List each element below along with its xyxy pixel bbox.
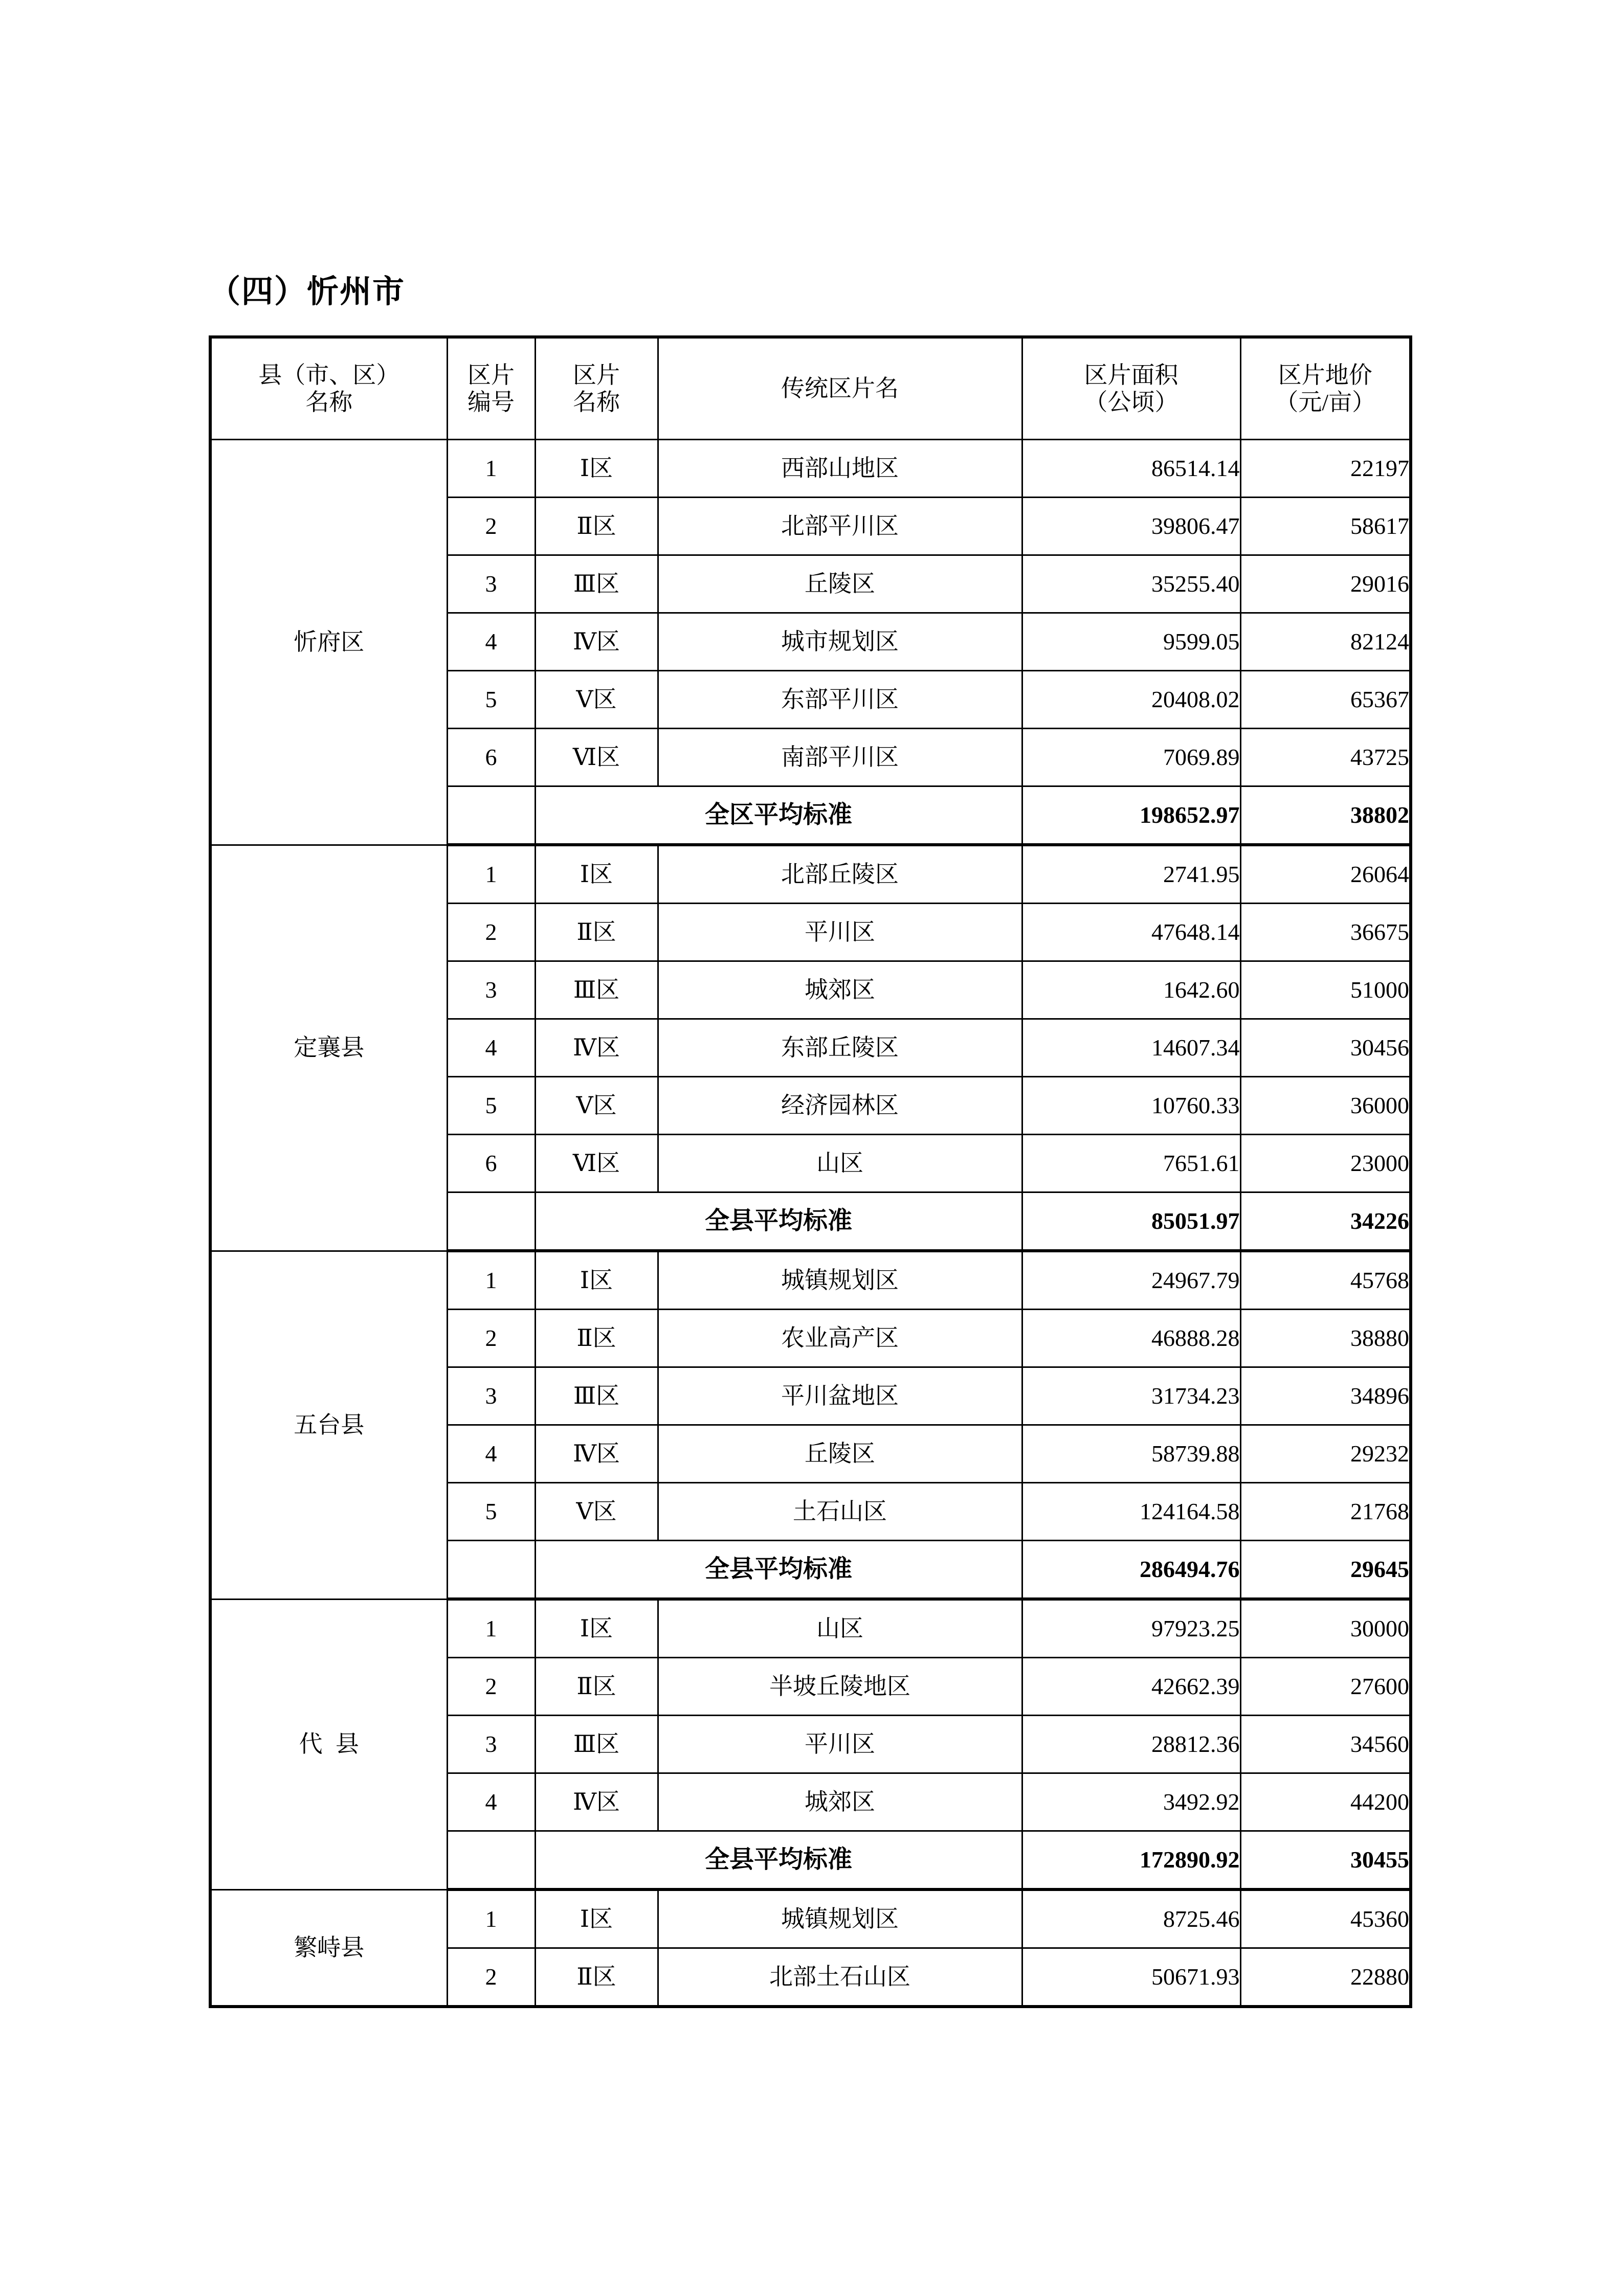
zone-price-cell: 51000	[1240, 961, 1411, 1019]
zone-price-cell: 29232	[1240, 1425, 1411, 1483]
zone-area-cell: 47648.14	[1022, 904, 1240, 961]
column-header-zone-price	[1240, 337, 1411, 440]
zone-name-cell: Ⅵ区	[535, 1135, 658, 1192]
zone-price-cell: 58617	[1240, 498, 1411, 555]
header-line: （公顷）	[1084, 389, 1178, 415]
zone-price-cell: 30000	[1240, 1599, 1411, 1658]
zone-number-cell: 4	[447, 613, 535, 671]
zone-area-cell: 97923.25	[1022, 1599, 1240, 1658]
average-price-cell: 34226	[1240, 1192, 1411, 1251]
traditional-zone-name-cell: 北部土石山区	[658, 1948, 1022, 2007]
header-line: 编号	[468, 389, 515, 415]
zone-area-cell: 58739.88	[1022, 1425, 1240, 1483]
zone-number-cell	[447, 786, 535, 845]
column-header-traditional-zone-name	[658, 337, 1022, 440]
zone-area-cell: 42662.39	[1022, 1658, 1240, 1716]
zone-name-cell: Ⅱ区	[535, 1948, 658, 2007]
zone-price-cell: 30456	[1240, 1019, 1411, 1077]
benchmark-land-price-table	[209, 335, 1412, 2008]
zone-name-cell: Ⅰ区	[535, 1251, 658, 1310]
zone-price-cell: 23000	[1240, 1135, 1411, 1192]
average-area-cell: 198652.97	[1022, 786, 1240, 845]
zone-number-cell: 3	[447, 1367, 535, 1425]
zone-number-cell: 5	[447, 671, 535, 729]
zone-area-cell: 7651.61	[1022, 1135, 1240, 1192]
traditional-zone-name-cell: 半坡丘陵地区	[658, 1658, 1022, 1716]
table-row	[210, 1599, 1411, 1658]
zone-number-cell: 3	[447, 1716, 535, 1773]
zone-number-cell: 4	[447, 1773, 535, 1831]
zone-name-cell: Ⅲ区	[535, 555, 658, 613]
zone-name-cell: Ⅲ区	[535, 961, 658, 1019]
zone-area-cell: 3492.92	[1022, 1773, 1240, 1831]
zone-name-cell: Ⅱ区	[535, 1310, 658, 1367]
zone-number-cell: 2	[447, 1658, 535, 1716]
table-row	[210, 845, 1411, 904]
traditional-zone-name-cell: 东部平川区	[658, 671, 1022, 729]
zone-area-cell: 7069.89	[1022, 729, 1240, 786]
average-price-cell: 30455	[1240, 1831, 1411, 1890]
column-header-zone-name	[535, 337, 658, 440]
average-label-cell: 全县平均标准	[535, 1192, 1022, 1251]
zone-name-cell: Ⅳ区	[535, 1773, 658, 1831]
zone-area-cell: 31734.23	[1022, 1367, 1240, 1425]
header-line: 名称	[573, 389, 620, 415]
zone-price-cell: 45768	[1240, 1251, 1411, 1310]
traditional-zone-name-cell: 经济园林区	[658, 1077, 1022, 1135]
zone-name-cell: Ⅳ区	[535, 1425, 658, 1483]
table-header	[210, 337, 1411, 440]
county-name-cell: 五台县	[210, 1251, 447, 1599]
average-label-cell: 全县平均标准	[535, 1541, 1022, 1600]
zone-name-cell: Ⅰ区	[535, 845, 658, 904]
traditional-zone-name-cell: 西部山地区	[658, 440, 1022, 498]
zone-area-cell: 10760.33	[1022, 1077, 1240, 1135]
zone-number-cell: 5	[447, 1077, 535, 1135]
zone-number-cell: 2	[447, 904, 535, 961]
traditional-zone-name-cell: 北部丘陵区	[658, 845, 1022, 904]
table-body	[210, 440, 1411, 2007]
zone-number-cell: 1	[447, 1889, 535, 1948]
zone-area-cell: 39806.47	[1022, 498, 1240, 555]
zone-number-cell: 3	[447, 555, 535, 613]
header-line: 区片面积	[1084, 362, 1178, 388]
zone-price-cell: 82124	[1240, 613, 1411, 671]
zone-price-cell: 34896	[1240, 1367, 1411, 1425]
zone-name-cell: Ⅴ区	[535, 671, 658, 729]
zone-area-cell: 1642.60	[1022, 961, 1240, 1019]
column-header-county	[210, 337, 447, 440]
zone-area-cell: 35255.40	[1022, 555, 1240, 613]
header-line: 名称	[305, 389, 353, 415]
zone-number-cell: 2	[447, 1310, 535, 1367]
zone-area-cell: 86514.14	[1022, 440, 1240, 498]
traditional-zone-name-cell: 南部平川区	[658, 729, 1022, 786]
average-area-cell: 85051.97	[1022, 1192, 1240, 1251]
table-row	[210, 1251, 1411, 1310]
section-title: （四）忻州市	[209, 275, 406, 309]
zone-name-cell: Ⅱ区	[535, 904, 658, 961]
average-label-cell: 全县平均标准	[535, 1831, 1022, 1890]
zone-area-cell: 124164.58	[1022, 1483, 1240, 1541]
zone-name-cell: Ⅵ区	[535, 729, 658, 786]
zone-area-cell: 8725.46	[1022, 1889, 1240, 1948]
average-area-cell: 172890.92	[1022, 1831, 1240, 1890]
zone-price-cell: 65367	[1240, 671, 1411, 729]
zone-price-cell: 22880	[1240, 1948, 1411, 2007]
zone-name-cell: Ⅱ区	[535, 498, 658, 555]
zone-price-cell: 34560	[1240, 1716, 1411, 1773]
zone-price-cell: 36000	[1240, 1077, 1411, 1135]
traditional-zone-name-cell: 山区	[658, 1135, 1022, 1192]
average-price-cell: 38802	[1240, 786, 1411, 845]
average-label-cell: 全区平均标准	[535, 786, 1022, 845]
zone-number-cell: 6	[447, 1135, 535, 1192]
zone-area-cell: 14607.34	[1022, 1019, 1240, 1077]
zone-area-cell: 20408.02	[1022, 671, 1240, 729]
header-line: （元/亩）	[1275, 389, 1376, 415]
zone-area-cell: 9599.05	[1022, 613, 1240, 671]
county-name-cell: 代 县	[210, 1599, 447, 1889]
traditional-zone-name-cell: 城市规划区	[658, 613, 1022, 671]
county-name-cell: 定襄县	[210, 845, 447, 1251]
traditional-zone-name-cell: 土石山区	[658, 1483, 1022, 1541]
zone-price-cell: 38880	[1240, 1310, 1411, 1367]
table-row	[210, 440, 1411, 498]
zone-number-cell: 3	[447, 961, 535, 1019]
zone-price-cell: 21768	[1240, 1483, 1411, 1541]
traditional-zone-name-cell: 平川盆地区	[658, 1367, 1022, 1425]
zone-price-cell: 45360	[1240, 1889, 1411, 1948]
zone-name-cell: Ⅰ区	[535, 440, 658, 498]
column-header-zone-number	[447, 337, 535, 440]
zone-number-cell	[447, 1541, 535, 1600]
county-name-cell: 繁峙县	[210, 1889, 447, 2007]
zone-number-cell: 1	[447, 845, 535, 904]
zone-price-cell: 43725	[1240, 729, 1411, 786]
county-name-cell: 忻府区	[210, 440, 447, 845]
traditional-zone-name-cell: 丘陵区	[658, 555, 1022, 613]
zone-number-cell: 6	[447, 729, 535, 786]
zone-name-cell: Ⅰ区	[535, 1599, 658, 1658]
average-price-cell: 29645	[1240, 1541, 1411, 1600]
header-line: 区片地价	[1278, 362, 1372, 388]
zone-number-cell: 2	[447, 1948, 535, 2007]
traditional-zone-name-cell: 城郊区	[658, 1773, 1022, 1831]
zone-price-cell: 22197	[1240, 440, 1411, 498]
zone-number-cell: 5	[447, 1483, 535, 1541]
zone-name-cell: Ⅲ区	[535, 1367, 658, 1425]
traditional-zone-name-cell: 城镇规划区	[658, 1251, 1022, 1310]
zone-price-cell: 29016	[1240, 555, 1411, 613]
header-line: 传统区片名	[781, 375, 899, 402]
zone-price-cell: 26064	[1240, 845, 1411, 904]
zone-number-cell: 1	[447, 1599, 535, 1658]
zone-number-cell: 1	[447, 440, 535, 498]
zone-number-cell: 4	[447, 1425, 535, 1483]
zone-area-cell: 50671.93	[1022, 1948, 1240, 2007]
zone-name-cell: Ⅱ区	[535, 1658, 658, 1716]
header-line: 区片	[573, 362, 620, 388]
zone-name-cell: Ⅴ区	[535, 1077, 658, 1135]
header-line: 县（市、区）	[258, 362, 400, 388]
zone-area-cell: 2741.95	[1022, 845, 1240, 904]
traditional-zone-name-cell: 农业高产区	[658, 1310, 1022, 1367]
zone-number-cell	[447, 1192, 535, 1251]
traditional-zone-name-cell: 东部丘陵区	[658, 1019, 1022, 1077]
zone-number-cell: 4	[447, 1019, 535, 1077]
traditional-zone-name-cell: 平川区	[658, 1716, 1022, 1773]
header-line: 区片	[468, 362, 515, 388]
zone-name-cell: Ⅰ区	[535, 1889, 658, 1948]
zone-area-cell: 28812.36	[1022, 1716, 1240, 1773]
zone-name-cell: Ⅲ区	[535, 1716, 658, 1773]
zone-number-cell	[447, 1831, 535, 1890]
column-header-zone-area	[1022, 337, 1240, 440]
traditional-zone-name-cell: 北部平川区	[658, 498, 1022, 555]
header-row	[210, 337, 1411, 440]
traditional-zone-name-cell: 丘陵区	[658, 1425, 1022, 1483]
traditional-zone-name-cell: 城郊区	[658, 961, 1022, 1019]
zone-name-cell: Ⅴ区	[535, 1483, 658, 1541]
traditional-zone-name-cell: 平川区	[658, 904, 1022, 961]
zone-price-cell: 44200	[1240, 1773, 1411, 1831]
zone-number-cell: 2	[447, 498, 535, 555]
traditional-zone-name-cell: 山区	[658, 1599, 1022, 1658]
zone-name-cell: Ⅳ区	[535, 613, 658, 671]
average-area-cell: 286494.76	[1022, 1541, 1240, 1600]
zone-area-cell: 46888.28	[1022, 1310, 1240, 1367]
zone-number-cell: 1	[447, 1251, 535, 1310]
zone-price-cell: 36675	[1240, 904, 1411, 961]
table-row	[210, 1889, 1411, 1948]
zone-area-cell: 24967.79	[1022, 1251, 1240, 1310]
traditional-zone-name-cell: 城镇规划区	[658, 1889, 1022, 1948]
zone-name-cell: Ⅳ区	[535, 1019, 658, 1077]
zone-price-cell: 27600	[1240, 1658, 1411, 1716]
